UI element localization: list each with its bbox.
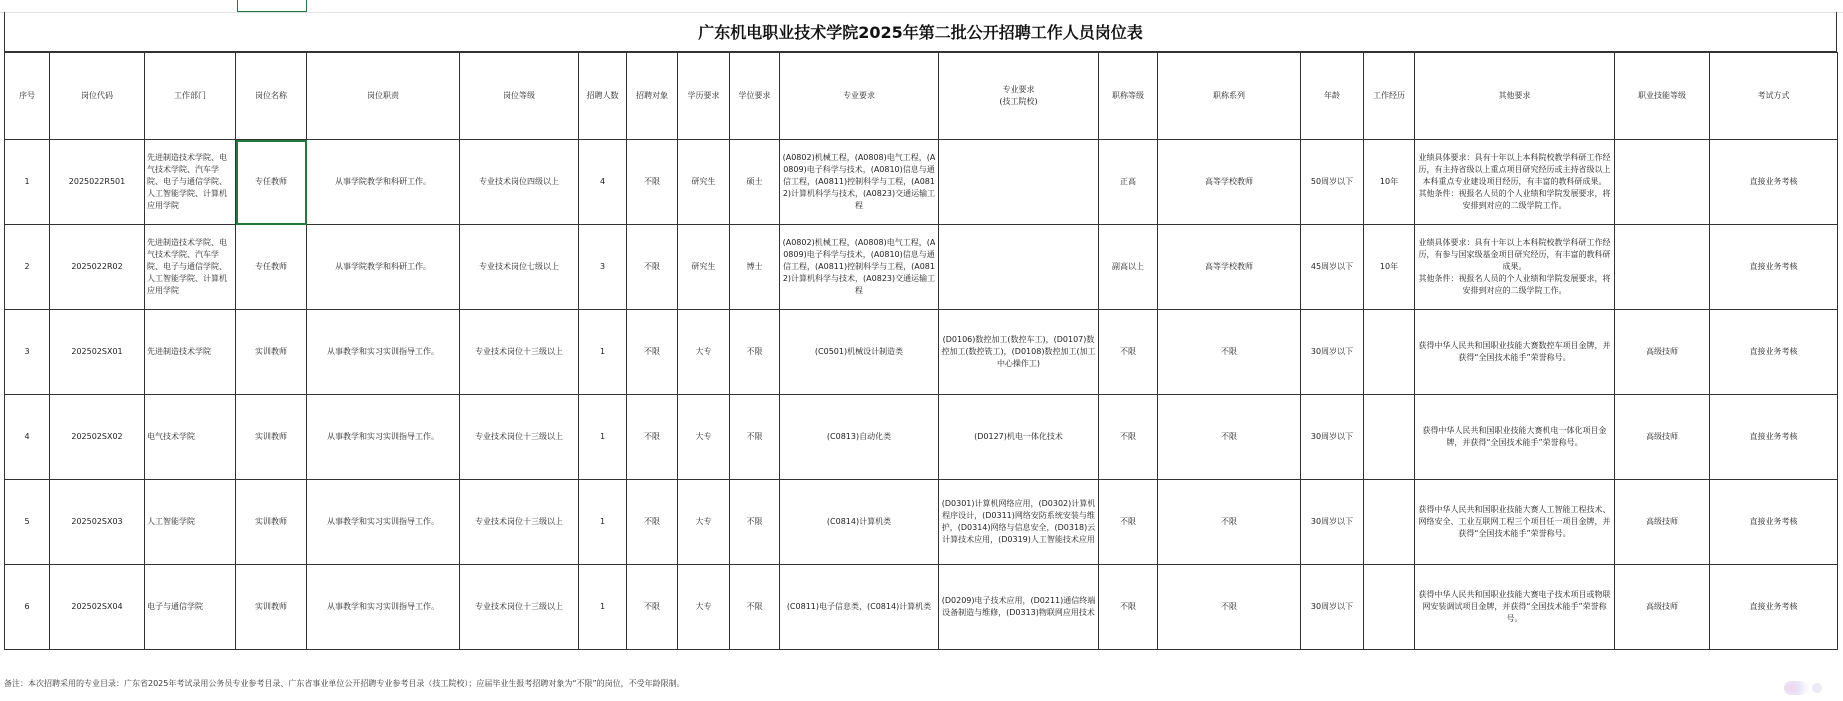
cell-degree[interactable]: 博士 (730, 225, 780, 310)
cell-seq[interactable]: 3 (5, 310, 50, 395)
cell-department[interactable]: 先进制造技术学院、电气技术学院、汽车学院、电子与通信学院、人工智能学院、计算机应用学院 (145, 225, 236, 310)
cell-post-level[interactable]: 专业技术岗位十三级以上 (460, 395, 579, 480)
cell-duties[interactable]: 从事教学和实习实训指导工作。 (307, 565, 460, 650)
cell-education[interactable]: 大专 (678, 395, 730, 480)
cell-headcount[interactable]: 1 (579, 310, 627, 395)
header-age[interactable]: 年龄 (1301, 53, 1364, 140)
cell-title-level[interactable]: 不限 (1099, 565, 1158, 650)
cell-skill-level[interactable]: 高级技师 (1615, 310, 1710, 395)
header-experience[interactable]: 工作经历 (1364, 53, 1415, 140)
header-exam[interactable]: 考试方式 (1710, 53, 1838, 140)
cell-degree[interactable]: 不限 (730, 310, 780, 395)
cell-post-code[interactable]: 202502SX02 (50, 395, 145, 480)
cell-age[interactable]: 50周岁以下 (1301, 140, 1364, 225)
header-duties[interactable]: 岗位职责 (307, 53, 460, 140)
cell-target[interactable]: 不限 (627, 395, 678, 480)
header-post-name[interactable]: 岗位名称 (236, 53, 307, 140)
cell-age[interactable]: 30周岁以下 (1301, 480, 1364, 565)
header-title-series[interactable]: 职称系列 (1158, 53, 1301, 140)
cell-seq[interactable]: 2 (5, 225, 50, 310)
cell-target[interactable]: 不限 (627, 225, 678, 310)
table-row (5, 395, 1838, 480)
cell-title-series[interactable]: 不限 (1158, 565, 1301, 650)
cell-experience[interactable] (1364, 565, 1415, 650)
cell-target[interactable]: 不限 (627, 140, 678, 225)
cell-title-series[interactable]: 高等学校教师 (1158, 140, 1301, 225)
cell-skill-level[interactable] (1615, 225, 1710, 310)
cell-major-tech[interactable]: (D0209)电子技术应用，(D0211)通信终端设备制造与维修，(D0313)物联网应用技术 (939, 565, 1099, 650)
cell-duties[interactable]: 从事教学和实习实训指导工作。 (307, 310, 460, 395)
cell-post-code[interactable]: 202502SX01 (50, 310, 145, 395)
cell-experience[interactable]: 10年 (1364, 225, 1415, 310)
cell-seq[interactable]: 4 (5, 395, 50, 480)
header-headcount[interactable]: 招聘人数 (579, 53, 627, 140)
cell-major[interactable]: (C0813)自动化类 (780, 395, 939, 480)
cell-title-level[interactable]: 不限 (1099, 480, 1158, 565)
cell-exam[interactable]: 直接业务考核 (1710, 565, 1838, 650)
cell-title-series[interactable]: 高等学校教师 (1158, 225, 1301, 310)
cell-target[interactable]: 不限 (627, 480, 678, 565)
cell-education[interactable]: 研究生 (678, 225, 730, 310)
cell-age[interactable]: 30周岁以下 (1301, 310, 1364, 395)
cell-post-name[interactable]: 实训教师 (236, 480, 307, 565)
header-title-level[interactable]: 职称等级 (1099, 53, 1158, 140)
cell-exam[interactable]: 直接业务考核 (1710, 310, 1838, 395)
cell-duties[interactable]: 从事学院教学和科研工作。 (307, 140, 460, 225)
cell-education[interactable]: 大专 (678, 310, 730, 395)
cell-age[interactable]: 30周岁以下 (1301, 565, 1364, 650)
cell-other[interactable]: 获得中华人民共和国职业技能大赛数控车项目金牌，并获得“全国技术能手”荣誉称号。 (1415, 310, 1615, 395)
cell-degree[interactable]: 不限 (730, 480, 780, 565)
cell-department[interactable]: 先进制造技术学院、电气技术学院、汽车学院、电子与通信学院、人工智能学院、计算机应用学院 (145, 140, 236, 225)
cell-major-tech[interactable]: (D0106)数控加工(数控车工)，(D0107)数控加工(数控铣工)，(D0108)数控加工(加工中心操作工) (939, 310, 1099, 395)
cell-age[interactable]: 30周岁以下 (1301, 395, 1364, 480)
jobs-table (4, 52, 1838, 650)
cell-education[interactable]: 研究生 (678, 140, 730, 225)
cell-major-tech[interactable] (939, 140, 1099, 225)
table-row (5, 140, 1838, 225)
cell-major-tech[interactable] (939, 225, 1099, 310)
cell-title-series[interactable]: 不限 (1158, 395, 1301, 480)
cell-degree[interactable]: 硕士 (730, 140, 780, 225)
cell-post-name[interactable]: 实训教师 (236, 310, 307, 395)
table-row (5, 480, 1838, 565)
cell-title-level[interactable]: 不限 (1099, 395, 1158, 480)
cell-seq[interactable]: 5 (5, 480, 50, 565)
header-degree[interactable]: 学位要求 (730, 53, 780, 140)
cell-title-level[interactable]: 不限 (1099, 310, 1158, 395)
cell-post-code[interactable]: 2025022R02 (50, 225, 145, 310)
cell-other[interactable]: 业绩具体要求：具有十年以上本科院校教学科研工作经历，有主持省级以上重点项目研究经历或主持省级以上本科重点专业建设项目经历，有丰富的教科研成果。 其他条件：视报名人员的个人业绩和学院发展要求，将安排到对应的二级学院工作。 (1415, 140, 1615, 225)
cell-exam[interactable]: 直接业务考核 (1710, 395, 1838, 480)
cell-headcount[interactable]: 3 (579, 225, 627, 310)
cell-major[interactable]: (C0501)机械设计制造类 (780, 310, 939, 395)
selected-column-marker (237, 0, 307, 12)
header-department[interactable]: 工作部门 (145, 53, 236, 140)
cell-post-code[interactable]: 202502SX04 (50, 565, 145, 650)
cell-title-level[interactable]: 正高 (1099, 140, 1158, 225)
cell-post-code[interactable]: 2025022R501 (50, 140, 145, 225)
header-skill-level[interactable]: 职业技能等级 (1615, 53, 1710, 140)
cell-target[interactable]: 不限 (627, 310, 678, 395)
header-seq[interactable]: 序号 (5, 53, 50, 140)
cell-experience[interactable]: 10年 (1364, 140, 1415, 225)
cell-seq[interactable]: 1 (5, 140, 50, 225)
cell-exam[interactable]: 直接业务考核 (1710, 480, 1838, 565)
cell-duties[interactable]: 从事学院教学和科研工作。 (307, 225, 460, 310)
footnote: 备注：本次招聘采用的专业目录：广东省2025年考试录用公务员专业参考目录、广东省事业单位公开招聘专业参考目录（技工院校）；应届毕业生报考招聘对象为“不限”的岗位，不受年龄限制。 (4, 679, 685, 688)
cell-department[interactable]: 电气技术学院 (145, 395, 236, 480)
cell-exam[interactable]: 直接业务考核 (1710, 140, 1838, 225)
cell-education[interactable]: 大专 (678, 565, 730, 650)
cell-other[interactable]: 获得中华人民共和国职业技能大赛人工智能工程技术、网络安全、工业互联网工程三个项目任一项目金牌，并获得“全国技术能手”荣誉称号。 (1415, 480, 1615, 565)
cell-exam[interactable]: 直接业务考核 (1710, 225, 1838, 310)
cell-post-level[interactable]: 专业技术岗位十三级以上 (460, 310, 579, 395)
cell-major[interactable]: (A0802)机械工程，(A0808)电气工程，(A0809)电子科学与技术，(A0810)信息与通信工程，(A0811)控制科学与工程，(A0812)计算机科学与技术，(A0823)交通运输工程 (780, 225, 939, 310)
cell-post-level[interactable]: 专业技术岗位四级以上 (460, 140, 579, 225)
assistant-float-icon[interactable] (1784, 681, 1808, 695)
cell-department[interactable]: 先进制造技术学院 (145, 310, 236, 395)
cell-post-name[interactable]: 实训教师 (236, 395, 307, 480)
cell-post-name[interactable]: 实训教师 (236, 565, 307, 650)
cell-target[interactable]: 不限 (627, 565, 678, 650)
cell-degree[interactable]: 不限 (730, 565, 780, 650)
cell-major-tech[interactable]: (D0301)计算机网络应用，(D0302)计算机程序设计，(D0311)网络安防系统安装与维护，(D0314)网络与信息安全，(D0318)云计算技术应用，(D0319)人工智能技术应用 (939, 480, 1099, 565)
header-post-level[interactable]: 岗位等级 (460, 53, 579, 140)
cell-skill-level[interactable]: 高级技师 (1615, 565, 1710, 650)
cell-seq[interactable]: 6 (5, 565, 50, 650)
cell-post-level[interactable]: 专业技术岗位十三级以上 (460, 565, 579, 650)
cell-experience[interactable] (1364, 310, 1415, 395)
cell-other[interactable]: 获得中华人民共和国职业技能大赛机电一体化项目金牌，并获得“全国技术能手”荣誉称号。 (1415, 395, 1615, 480)
header-row (5, 53, 1838, 140)
cell-major-tech[interactable]: (D0127)机电一体化技术 (939, 395, 1099, 480)
cell-education[interactable]: 大专 (678, 480, 730, 565)
page-title: 广东机电职业技术学院2025年第二批公开招聘工作人员岗位表 (4, 12, 1837, 52)
cell-degree[interactable]: 不限 (730, 395, 780, 480)
cell-title-series[interactable]: 不限 (1158, 310, 1301, 395)
cell-experience[interactable] (1364, 480, 1415, 565)
cell-headcount[interactable]: 1 (579, 565, 627, 650)
header-major[interactable]: 专业要求 (780, 53, 939, 140)
cell-major[interactable]: (C0814)计算机类 (780, 480, 939, 565)
header-post-code[interactable]: 岗位代码 (50, 53, 145, 140)
header-other[interactable]: 其他要求 (1415, 53, 1615, 140)
cell-title-level[interactable]: 副高以上 (1099, 225, 1158, 310)
header-education[interactable]: 学历要求 (678, 53, 730, 140)
cell-age[interactable]: 45周岁以下 (1301, 225, 1364, 310)
cell-post-level[interactable]: 专业技术岗位七级以上 (460, 225, 579, 310)
cell-department[interactable]: 电子与通信学院 (145, 565, 236, 650)
cell-headcount[interactable]: 1 (579, 480, 627, 565)
cell-post-code[interactable]: 202502SX03 (50, 480, 145, 565)
cell-duties[interactable]: 从事教学和实习实训指导工作。 (307, 480, 460, 565)
cell-duties[interactable]: 从事教学和实习实训指导工作。 (307, 395, 460, 480)
cell-skill-level[interactable]: 高级技师 (1615, 480, 1710, 565)
table-row (5, 565, 1838, 650)
table-row (5, 225, 1838, 310)
cell-headcount[interactable]: 4 (579, 140, 627, 225)
assistant-dot-icon[interactable] (1812, 683, 1822, 693)
cell-other[interactable]: 获得中华人民共和国职业技能大赛电子技术项目或物联网安装调试项目金牌，并获得“全国技术能手”荣誉称号。 (1415, 565, 1615, 650)
cell-major[interactable]: (A0802)机械工程，(A0808)电气工程，(A0809)电子科学与技术，(A0810)信息与通信工程，(A0811)控制科学与工程，(A0812)计算机科学与技术，(A0823)交通运输工程 (780, 140, 939, 225)
cell-post-name[interactable]: 专任教师 (236, 225, 307, 310)
cell-headcount[interactable]: 1 (579, 395, 627, 480)
cell-major[interactable]: (C0811)电子信息类，(C0814)计算机类 (780, 565, 939, 650)
cell-post-level[interactable]: 专业技术岗位十三级以上 (460, 480, 579, 565)
cell-post-name[interactable]: 专任教师 (236, 140, 307, 225)
cell-title-series[interactable]: 不限 (1158, 480, 1301, 565)
header-target[interactable]: 招聘对象 (627, 53, 678, 140)
header-major-tech[interactable]: 专业要求 (技工院校) (939, 53, 1099, 140)
cell-skill-level[interactable] (1615, 140, 1710, 225)
table-row (5, 310, 1838, 395)
cell-other[interactable]: 业绩具体要求：具有十年以上本科院校教学科研工作经历，有参与国家级基金项目研究经历，有丰富的教科研成果。 其他条件：视报名人员的个人业绩和学院发展要求，将安排到对应的二级学院工作。 (1415, 225, 1615, 310)
cell-experience[interactable] (1364, 395, 1415, 480)
cell-department[interactable]: 人工智能学院 (145, 480, 236, 565)
cell-skill-level[interactable]: 高级技师 (1615, 395, 1710, 480)
